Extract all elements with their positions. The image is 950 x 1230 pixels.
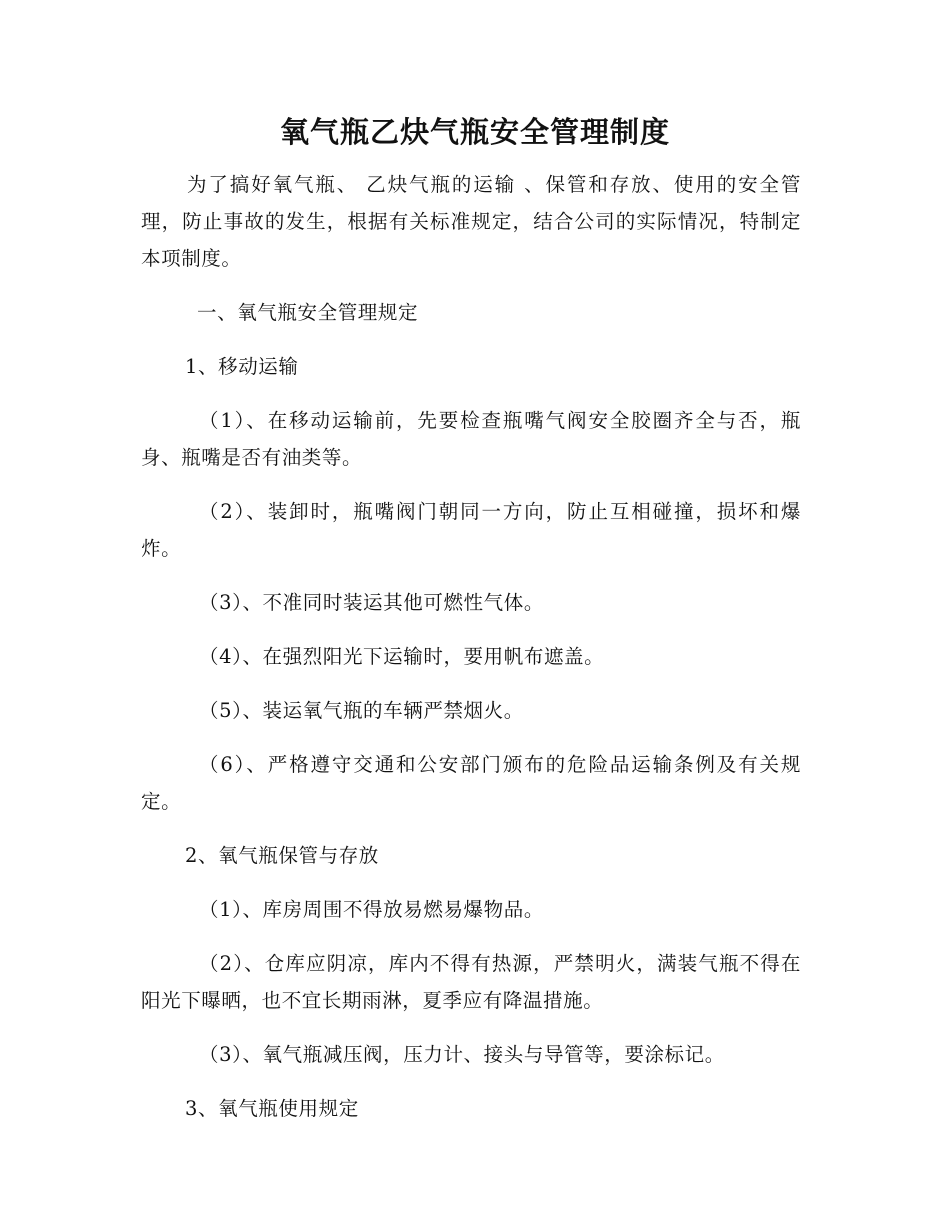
list-item: （2）、仓库应阴凉，库内不得有热源，严禁明火，满装气瓶不得在阳光下曝晒，也不宜长期雨淋，夏季应有降温措施。 [141,952,801,1012]
list-item: （4）、在强烈阳光下运输时，要用帆布遮盖。 [199,645,605,668]
section-heading: 一、氧气瓶安全管理规定 [197,301,419,324]
list-item: （6）、严格遵守交通和公安部门颁布的危险品运输条例及有关规定。 [141,753,801,813]
document-body [141,166,801,1144]
list-item: （5）、装运氧气瓶的车辆严禁烟火。 [199,699,524,722]
list-item: （3）、氧气瓶减压阀，压力计、接头与导管等，要涂标记。 [199,1043,725,1066]
intro-paragraph: 为了搞好氧气瓶、 乙炔气瓶的运输 、保管和存放、使用的安全管理，防止事故的发生，根据有关标准规定，结合公司的实际情况，特制定本项制度。 [141,173,801,270]
subsection-heading-transport: 1、移动运输 [185,355,299,378]
subsection-heading-usage: 3、氧气瓶使用规定 [185,1097,359,1120]
list-item: （2）、装卸时，瓶嘴阀门朝同一方向，防止互相碰撞，损坏和爆炸。 [141,500,801,560]
list-item: （3）、不准同时装运其他可燃性气体。 [199,591,544,614]
document-title: 氧气瓶乙炔气瓶安全管理制度 [279,115,670,149]
list-item: （1）、库房周围不得放易燃易爆物品。 [199,898,544,921]
subsection-heading-storage: 2、氧气瓶保管与存放 [185,844,379,867]
list-item: （1）、在移动运输前，先要检查瓶嘴气阀安全胶圈齐全与否，瓶身、瓶嘴是否有油类等。 [141,409,801,469]
